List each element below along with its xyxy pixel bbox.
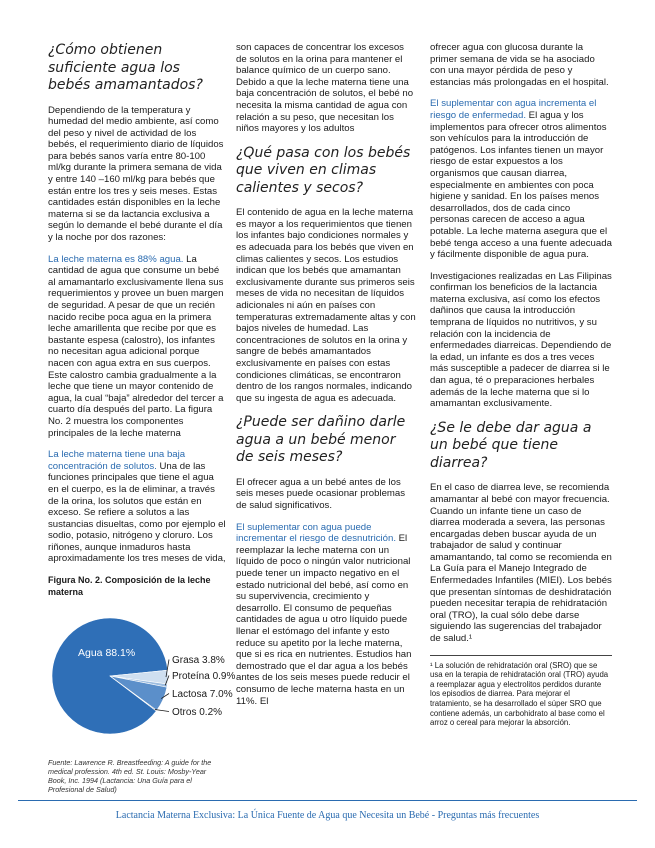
heading-diarrhea: ¿Se le debe dar agua a un bebé que tiene diarrea? — [430, 419, 592, 471]
pie-label-lactosa: Lactosa 7.0% — [172, 689, 233, 701]
paragraph-kidneys: son capaces de concentrar los excesos de solutos en la orina para mantener el balance químico de un cuerpo sano. Debido a que la leche materna tiene una baja concentración de solutos, el bebé no necesita la misma cantidad de agua con relación a su peso, que necesitan los niños mayores y los adultos — [236, 42, 414, 135]
heading-harmful-water: ¿Puede ser dañino darle agua a un bebé menor de seis meses? — [236, 414, 406, 466]
pie-svg — [48, 604, 236, 752]
paragraph-low-solutes-text: Una de las funciones principales que tiene el agua en el cuerpo, es la de eliminar, a través de la orina, los solutos que están en exceso. Se refiere a solutos a las sustancias disueltas, como por ejemplo el sodio, potasio, nitrógeno y cloruro. Los riñones, aunque inmaduros hasta aproximadamente los tres meses de vida, — [48, 460, 226, 565]
figure-caption: Fuente: Lawrence R. Breastfeeding: A guide for the medical profession. 4th ed. St. Louis: Mosby-Year Book, Inc. 1994 (Lactancia: Una Guía para el Profesional de Salud) — [48, 758, 212, 795]
highlight-88-water: La leche materna es 88% agua. — [48, 253, 184, 265]
paragraph-diarrhea: En el caso de diarrea leve, se recomienda amamantar al bebé con mayor frecuencia. Cuando un infante tiene un caso de diarrea moderada a severa, las personas encargadas deben buscar ayuda de un trabajador de salud y continuar amamantando, tal como se recomienda en La Guía para el Manejo Integrado de Enfermedades Infantiles (MIEI). Los bebés que presentan síntomas de deshidratación pueden necesitar terapia de rehidratación oral (TRO), la cual sólo debe darse siguiendo las sugerencias del trabajador de salud.¹ — [430, 482, 612, 645]
paragraph-malnutrition-text: El reemplazar la leche materna con un líquido de poco o ningún valor nutricional puede tener un impacto negativo en el estado nutricional del bebé, así como en su supervivencia, crecimiento y desarrollo. El consumo de pequeñas cantidades de agua u otro líquido puede llenar el estómago del infante y esto reduce su apetito por la leche materna, que si es rica en nutrientes. Estudios han demostrado que el dar agua a los bebés antes de los seis meses puede reducir el consumo de leche materna hasta en un 11%. El — [236, 533, 412, 707]
paragraph-disease-risk — [430, 98, 612, 260]
paragraph-low-solutes — [48, 449, 226, 565]
pie-label-agua: Agua 88.1% — [78, 647, 136, 660]
footnote-sro: ¹ La solución de rehidratación oral (SRO) que se usa en la terapia de rehidratación oral (TRO) ayuda a reemplazar agua y electrolitos perdidos durante los episodios de diarrea. Para mejorar el tratamiento, se ha desarrollado el súper SRO que contiene además, un carbohidrato al base como el arroz o cereal para mejorar la absorción. — [430, 655, 612, 728]
highlight-low-solutes: La leche materna tiene una baja concentración de solutos. — [48, 449, 186, 472]
pie-label-otros: Otros 0.2% — [172, 707, 223, 719]
paragraph-glucose: ofrecer agua con glucosa durante la primer semana de vida se ha asociado con una mayor pérdida de peso y estancias más prolongadas en el hospital. — [430, 42, 609, 88]
paragraph-health-problems: El ofrecer agua a un bebé antes de los seis meses puede ocasionar problemas de salud significativos. — [236, 476, 406, 512]
pie-label-proteina: Proteína 0.9% — [172, 671, 236, 683]
paragraph-disease-risk-text: El agua y los implementos para ofrecer otros alimentos son vehículos para la introducción de patógenos. Los infantes tienen un mayor riesgo de estar expuestos a los organismos que causan diarrea, especialmente en ambientes con poca higiene y sanidad. En los países menos desarrollados, dos de cada cinco personas carecen de acceso a agua potable. La leche materna asegura que el bebé tenga acceso a una fuente adecuada y fácilmente disponible de agua pura. — [430, 109, 612, 261]
paragraph-requirements: Dependiendo de la temperatura y humedad del medio ambiente, así como del peso y nivel de actividad de los bebés, el requerimiento diario de líquidos para bebés sanos varía entre 80-100 ml/kg durante la primera semana de vida y entre 140 –160 ml/kg para bebés que están entre los tres y seis meses. Estas cantidades están disponibles en la leche materna si se da lactancia exclusiva a según lo demande el bebé durante el día y la noche por dos razones: — [48, 104, 224, 244]
heading-how-babies-get-water: ¿Cómo obtienen suficiente agua los bebés amamantados? — [48, 42, 203, 93]
column-1 — [48, 42, 236, 795]
column-2 — [236, 42, 416, 717]
highlight-malnutrition: El suplementar con agua puede incrementar el riesgo de desnutrición. — [236, 521, 396, 545]
paragraph-malnutrition — [236, 522, 416, 708]
page-footer: Lactancia Materna Exclusiva: La Única Fuente de Agua que Necesita un Bebé - Preguntas más frecuentes — [115, 810, 540, 821]
highlight-disease-risk: El suplementar con agua incrementa el riesgo de enfermedad. — [430, 98, 597, 121]
paragraph-88-water-text: La cantidad de agua que consume un bebé al amamantarlo exclusivamente llena sus requerimientos y provee un buen margen de seguridad. A pesar de que un recién nacido recibe poca agua en la primera leche amarillenta que recibe por que es bastante espesa (calostro), los infantes no necesitan agua adicional porque nacen con agua extra en sus cuerpos. Este calostro cambia gradualmente a la leche que tiene un mayor contenido de agua, la cual “baja” alrededor del tercer a cuarto día después del parto. La figura No. 2 muestra los componentes principales de la leche materna — [48, 253, 224, 439]
paragraph-88-water — [48, 254, 226, 440]
pie-label-grasa: Grasa 3.8% — [172, 655, 225, 667]
paragraph-hot-climates: El contenido de agua en la leche materna es mayor a los requerimientos que tienen los infantes bajo condiciones normales y es adecuada para los bebés que viven en climas calientes y secos. Los estudios indican que los bebés que amamantan exclusivamente durante sus primeros seis meses de vida no necesitan de líquidos adicionales ni aún en países con temperaturas extremadamente altas y con bajos niveles de humedad. Las concentraciones de solutos en la orina y sangre de bebés amamantados exclusivamente en países con estas condiciones climáticas, se encontraron dentro de los rangos normales, indicando que su ingesta de agua es adecuada. — [236, 207, 416, 404]
heading-hot-climates: ¿Qué pasa con los bebés que viven en climas calientes y secos? — [236, 144, 411, 196]
paragraph-philippines: Investigaciones realizadas en Las Filipinas confirman los beneficios de la lactancia materna exclusiva, así como los efectos dañinos que causa la introducción temprana de líquidos no nutritivos, y su relación con la incidencia de enfermedades diarreicas. Dependiendo de la edad, un infante es dos a tres veces más susceptible a padecer de diarrea si le dan agua, té o preparaciones herbales además de la leche materna que si lo amamantan exclusivamente. — [430, 270, 612, 410]
milk-composition-pie-chart — [48, 604, 236, 752]
figure-title: Figura No. 2. Composición de la leche materna — [48, 575, 211, 597]
footer-divider — [18, 800, 637, 801]
column-3 — [430, 42, 612, 728]
